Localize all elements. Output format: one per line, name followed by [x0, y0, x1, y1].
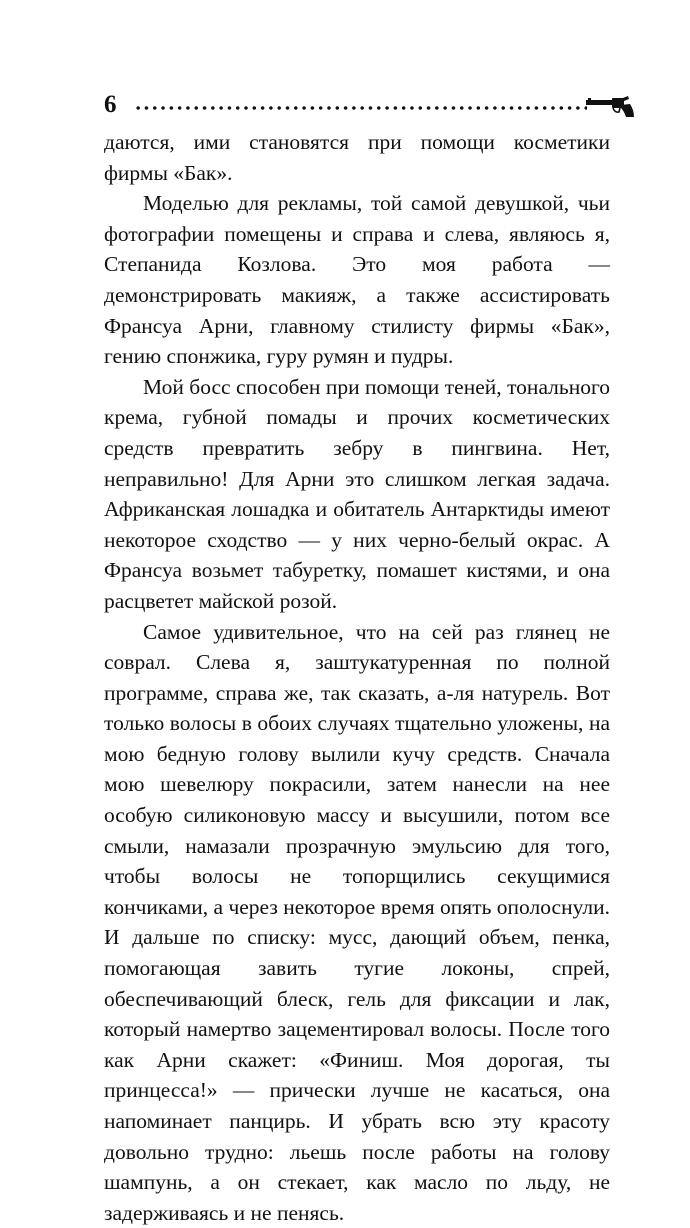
body-text: [104, 127, 610, 1228]
paragraph-2: Моделью для рекламы, той самой девушкой, чьи фотографии помещены и справа и слева, являюсь я, Степанида Козлова. Это моя работа — демонстрировать макияж, а также ассистировать Франсуа Арни, главному стилисту фирмы «Бак», гению спонжика, гуру румян и пудры.: [104, 188, 610, 372]
revolver-icon: [586, 96, 636, 118]
running-header: [104, 94, 634, 120]
page-number: 6: [104, 92, 117, 118]
dotted-rule: [134, 106, 587, 110]
paragraph-4: Самое удивительное, что на сей раз глянец не соврал. Слева я, заштукатуренная по полной программе, справа же, так сказать, а-ля натурель. Вот только волосы в обоих случаях тщательно уложены, на мою бедную голову вылили кучу средств. Сначала мою шевелюру покрасили, затем нанесли на нее особую силиконовую массу и высушили, потом все смыли, намазали прозрачную эмульсию для того, чтобы волосы не топорщились секущимися кончиками, а через некоторое время опять ополоснули. И дальше по списку: мусс, дающий объем, пенка, помогающая завить тугие локоны, спрей, обеспечивающий блеск, гель для фиксации и лак, который намертво зацементировал волосы. После того как Арни скажет: «Финиш. Моя дорогая, ты принцесса!» — прически лучше не касаться, она напоминает панцирь. И убрать всю эту красоту довольно трудно: льешь после работы на голову шампунь, а он стекает, как масло по льду, не задерживаясь и не пенясь.: [104, 617, 610, 1228]
paragraph-3: Мой босс способен при помощи теней, тонального крема, губной помады и прочих косметических средств превратить зебру в пингвина. Нет, неправильно! Для Арни это слишком легкая задача. Африканская лошадка и обитатель Антарктиды имеют некоторое сходство — у них черно-белый окрас. А Франсуа возьмет табуретку, помашет кистями, и она расцветет майской розой.: [104, 372, 610, 617]
paragraph-1: даются, ими становятся при помощи косметики фирмы «Бак».: [104, 127, 610, 188]
